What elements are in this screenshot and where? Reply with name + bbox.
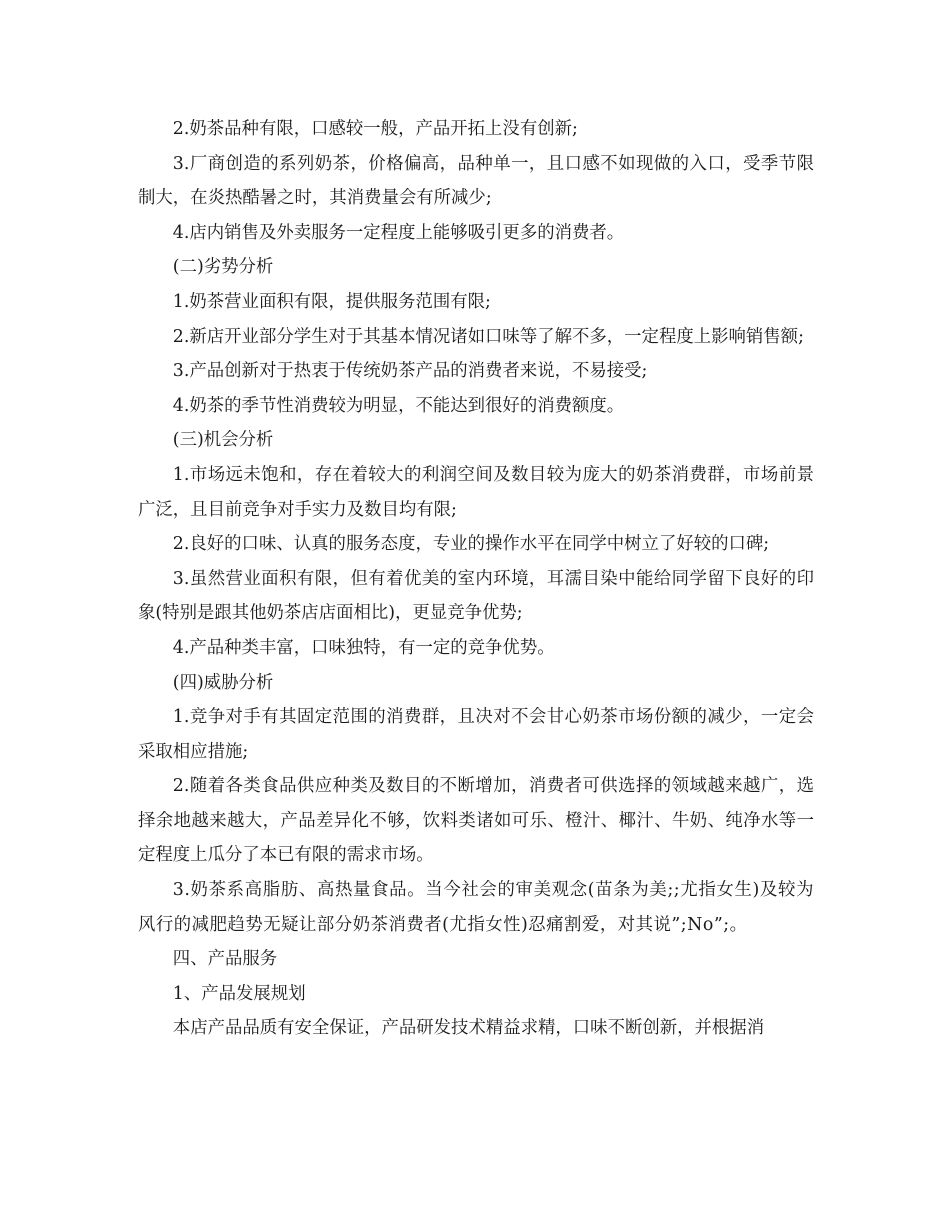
paragraph: 1.竞争对手有其固定范围的消费群，且决对不会甘心奶茶市场份额的减少，一定会采取相应措施; [138, 707, 814, 762]
chapter-heading: 四、产品服务 [172, 949, 278, 970]
section-heading: (四)威胁分析 [172, 672, 274, 693]
paragraph: 2.新店开业部分学生对于其基本情况诸如口味等了解不多，一定程度上影响销售额; [172, 326, 804, 347]
paragraph: 3.厂商创造的系列奶茶，价格偏高，品种单一，且口感不如现做的入口，受季节限制大，在炎热酷暑之时，其消费量会有所减少; [138, 153, 814, 209]
subsection-heading: 1、产品发展规划 [172, 983, 306, 1004]
section-heading: (二)劣势分析 [172, 257, 274, 278]
paragraph: 3.奶茶系高脂肪、高热量食品。当今社会的审美观念(苗条为美;;尤指女生)及较为风行的减肥趋势无疑让部分奶茶消费者(尤指女性)忍痛割爱，对其说”;No”;。 [138, 880, 814, 935]
paragraph: 1.市场远未饱和，存在着较大的利润空间及数目较为庞大的奶茶消费群，市场前景广泛，且目前竞争对手实力及数目均有限; [138, 464, 814, 520]
paragraph: 2.随着各类食品供应种类及数目的不断增加，消费者可供选择的领域越来越广，选择余地越来越大，产品差异化不够，饮料类诸如可乐、橙汁、椰汁、牛奶、纯净水等一定程度上瓜分了本已有限的需求市场。 [138, 776, 814, 866]
paragraph: 2.奶茶品种有限，口感较一般，产品开拓上没有创新; [172, 119, 578, 139]
paragraph: 1.奶茶营业面积有限，提供服务范围有限; [172, 291, 491, 312]
paragraph: 2.良好的口味、认真的服务态度，专业的操作水平在同学中树立了好较的口碑; [172, 534, 770, 555]
document-body [138, 112, 814, 1046]
paragraph: 4.店内销售及外卖服务一定程度上能够吸引更多的消费者。 [172, 222, 625, 243]
paragraph: 4.产品种类丰富，口味独特，有一定的竞争优势。 [172, 637, 555, 658]
section-heading: (三)机会分析 [172, 430, 274, 451]
paragraph: 3.产品创新对于热衷于传统奶茶产品的消费者来说，不易接受; [172, 361, 648, 382]
paragraph: 本店产品品质有安全保证，产品研发技术精益求精，口味不断创新，并根据消 [172, 1018, 765, 1039]
paragraph: 3.虽然营业面积有限，但有着优美的室内环境，耳濡目染中能给同学留下良好的印象(特别是跟其他奶茶店店面相比)，更显竞争优势; [138, 568, 814, 624]
paragraph: 4.奶茶的季节性消费较为明显，不能达到很好的消费额度。 [172, 395, 625, 416]
